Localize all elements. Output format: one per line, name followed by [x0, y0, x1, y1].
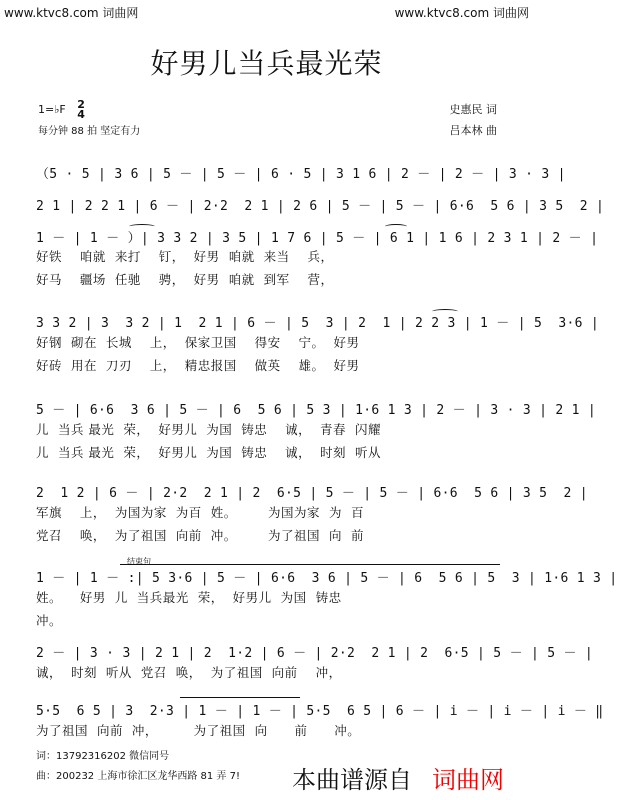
key-label: 1=♭F — [38, 103, 66, 116]
tempo-marking: 每分钟 88 拍 坚定有力 — [38, 126, 141, 137]
slur-mark — [385, 224, 407, 229]
time-top: 2 — [77, 98, 85, 111]
notation-line-5: 5 － | 6·6 3 6 | 5 － | 6 5 6 | 5 3 | 1·6 1 3 | 2 － | 3 · 3 | 2 1 | — [36, 403, 597, 418]
lyric-line-2: 好马 疆场 任驰 骋， 好男 咱就 到军 营， — [36, 272, 334, 287]
footer-contact: 词：13792316202 微信同号 — [36, 751, 170, 762]
lyric-line-6: 儿 当兵 最光 荣， 好男儿 为国 铸忠 诚， 时刻 听从 — [36, 445, 381, 460]
song-title: 好男儿当兵最光荣 — [150, 47, 383, 80]
lyric-line-8: 党召 唤， 为了祖国 向前 冲。 为了祖国 向 前 — [36, 528, 364, 543]
brand-logo-text: 词曲网 — [432, 766, 504, 794]
lyric-line-1: 好铁 咱就 来打 钉， 好男 咱就 来当 兵， — [36, 249, 334, 264]
lyricist-credit: 史惠民 词 — [449, 103, 497, 116]
lyric-line-7: 军旗 上， 为国为家 为百 姓。 为国为家 为 百 — [36, 505, 364, 520]
time-signature — [77, 100, 85, 120]
watermark-left: www.ktvc8.com 词曲网 — [4, 6, 139, 20]
coda-label: 结束句 — [127, 557, 151, 566]
notation-line-9: 5·5 6 5 | 3 2·3 | 1 － | 1 － | 5·5 6 5 | 6 － | i － | i － | i － ‖ — [36, 704, 604, 719]
lyric-line-11: 诚， 时刻 听从 党召 唤， 为了祖国 向前 冲， — [36, 665, 342, 680]
slur-mark — [129, 224, 155, 229]
notation-line-1: （5 · 5 | 3 6 | 5 － | 5 － | 6 · 5 | 3 1 6 | 2 － | 2 － | 3 · 3 | — [36, 167, 566, 182]
notation-line-4: 3 3 2 | 3 3 2 | 1 2 1 | 6 － | 5 3 | 2 1 | 2 2 3 | 1 － | 5 3·6 | — [36, 316, 599, 331]
key-signature — [38, 100, 85, 120]
lyric-line-3: 好钢 砌在 长城 上， 保家卫国 得安 宁。 好男 — [36, 335, 360, 350]
lyric-line-12: 为了祖国 向前 冲， 为了祖国 向 前 冲。 — [36, 723, 361, 738]
composer-credit: 吕本林 曲 — [449, 124, 497, 137]
watermark-right: www.ktvc8.com 词曲网 — [394, 6, 529, 20]
time-bottom: 4 — [77, 108, 85, 121]
lyric-line-4: 好砖 用在 刀刃 上， 精忠报国 做英 雄。 好男 — [36, 358, 360, 373]
lyric-line-10: 冲。 — [36, 613, 63, 628]
lyric-line-5: 儿 当兵 最光 荣， 好男儿 为国 铸忠 诚， 青春 闪耀 — [36, 422, 381, 437]
notation-line-6: 2 1 2 | 6 － | 2·2 2 1 | 2 6·5 | 5 － | 5 － | 6·6 5 6 | 3 5 2 | — [36, 486, 588, 501]
notation-line-8: 2 － | 3 · 3 | 2 1 | 2 1·2 | 6 － | 2·2 2 1 | 2 6·5 | 5 － | 5 － | — [36, 646, 594, 661]
notation-line-3: 1 － | 1 － ）| 3 3 2 | 3 5 | 1 7 6 | 5 － | 6 1 | 1 6 | 2 3 1 | 2 － | — [36, 231, 599, 246]
ending-bracket — [180, 697, 300, 701]
ending-bracket — [120, 564, 500, 568]
notation-line-2: 2 1 | 2 2 1 | 6 － | 2·2 2 1 | 2 6 | 5 － | 5 － | 6·6 5 6 | 3 5 2 | — [36, 199, 605, 214]
notation-line-7: 1 － | 1 － :| 5 3·6 | 5 － | 6·6 3 6 | 5 － | 6 5 6 | 5 3 | 1·6 1 3 | — [36, 571, 617, 586]
lyric-line-9: 姓。 好男 儿 当兵最光 荣， 好男儿 为国 铸忠 — [36, 590, 342, 605]
slur-mark — [432, 309, 458, 314]
footer-address: 曲：200232 上海市徐汇区龙华西路 81 弄 7! — [36, 771, 240, 782]
source-slogan: 本曲谱源自 — [292, 766, 412, 794]
